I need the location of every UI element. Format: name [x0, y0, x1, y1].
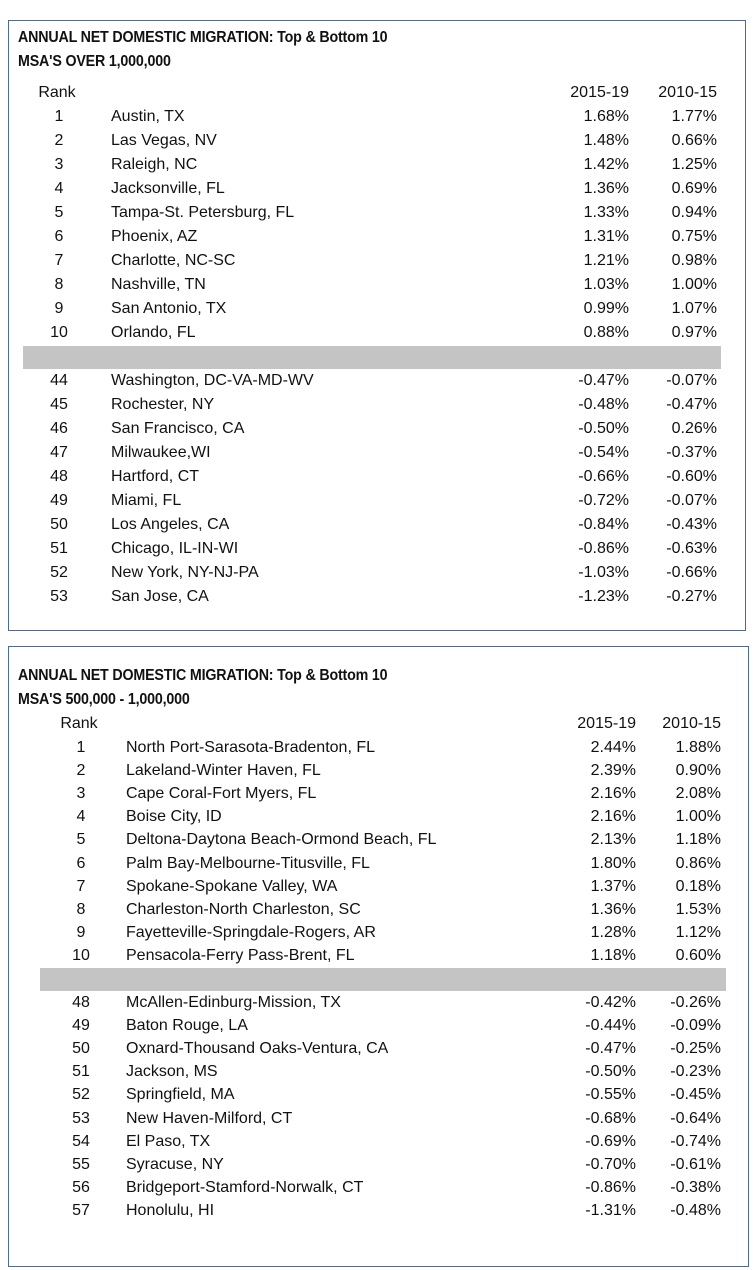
- msa-name-cell: El Paso, TX: [126, 1133, 211, 1150]
- rank-cell: 47: [50, 444, 68, 461]
- msa-name-cell: Boise City, ID: [126, 808, 222, 825]
- rank-header: Rank: [60, 715, 98, 732]
- value-2015-19-cell: 1.18%: [590, 947, 636, 964]
- value-2010-15-cell: -0.47%: [666, 396, 717, 413]
- value-2015-19-cell: 1.36%: [583, 180, 629, 197]
- value-2015-19-cell: -0.66%: [578, 468, 629, 485]
- value-2015-19-cell: -0.70%: [585, 1156, 636, 1173]
- value-2015-19-cell: -0.47%: [578, 372, 629, 389]
- value-2010-15-cell: 1.00%: [671, 276, 717, 293]
- value-2010-15-cell: -0.07%: [666, 492, 717, 509]
- rank-cell: 57: [72, 1202, 90, 1219]
- rank-cell: 50: [72, 1040, 90, 1057]
- value-2010-15-cell: 0.66%: [671, 132, 717, 149]
- rank-cell: 3: [54, 156, 64, 173]
- value-2015-19-cell: 1.42%: [583, 156, 629, 173]
- msa-name-cell: Pensacola-Ferry Pass-Brent, FL: [126, 947, 355, 964]
- value-2015-19-cell: 1.21%: [583, 252, 629, 269]
- value-2015-19-cell: 1.48%: [583, 132, 629, 149]
- section-divider: [23, 346, 721, 369]
- value-2015-19-cell: 2.16%: [590, 808, 636, 825]
- value-2010-15-cell: -0.61%: [670, 1156, 721, 1173]
- value-2010-15-cell: -0.66%: [666, 564, 717, 581]
- msa-name-cell: Charlotte, NC-SC: [111, 252, 236, 269]
- value-2015-19-cell: 1.33%: [583, 204, 629, 221]
- rank-cell: 49: [50, 492, 68, 509]
- value-2010-15-cell: -0.63%: [666, 540, 717, 557]
- msa-name-cell: McAllen-Edinburg-Mission, TX: [126, 994, 341, 1011]
- value-2015-19-cell: 1.68%: [583, 108, 629, 125]
- rank-cell: 46: [50, 420, 68, 437]
- value-2015-19-cell: -1.31%: [585, 1202, 636, 1219]
- value-2015-19-cell: -0.55%: [585, 1086, 636, 1103]
- value-2015-19-cell: -0.50%: [585, 1063, 636, 1080]
- value-2015-19-cell: 1.28%: [590, 924, 636, 941]
- value-2010-15-cell: -0.48%: [670, 1202, 721, 1219]
- value-2015-19-cell: 0.88%: [583, 324, 629, 341]
- value-2010-15-cell: -0.26%: [670, 994, 721, 1011]
- value-2015-19-cell: 2.44%: [590, 739, 636, 756]
- value-2010-15-cell: -0.09%: [670, 1017, 721, 1034]
- rank-cell: 56: [72, 1179, 90, 1196]
- rank-header: Rank: [38, 84, 76, 101]
- msa-name-cell: San Antonio, TX: [111, 300, 227, 317]
- rank-cell: 51: [50, 540, 68, 557]
- rank-cell: 7: [76, 878, 86, 895]
- rank-cell: 7: [54, 252, 64, 269]
- rank-cell: 2: [54, 132, 64, 149]
- msa-name-cell: Jackson, MS: [126, 1063, 218, 1080]
- msa-name-cell: Las Vegas, NV: [111, 132, 217, 149]
- rank-cell: 1: [76, 739, 86, 756]
- col-header-2015-19: 2015-19: [570, 84, 629, 101]
- msa-name-cell: Lakeland-Winter Haven, FL: [126, 762, 321, 779]
- value-2015-19-cell: -0.69%: [585, 1133, 636, 1150]
- value-2010-15-cell: 1.88%: [675, 739, 721, 756]
- msa-name-cell: North Port-Sarasota-Bradenton, FL: [126, 739, 376, 756]
- value-2015-19-cell: -0.42%: [585, 994, 636, 1011]
- value-2010-15-cell: -0.64%: [670, 1110, 721, 1127]
- value-2010-15-cell: -0.07%: [666, 372, 717, 389]
- value-2010-15-cell: -0.43%: [666, 516, 717, 533]
- table-panel-large-msa: [8, 20, 746, 631]
- table-subtitle: MSA'S OVER 1,000,000: [18, 53, 171, 70]
- value-2015-19-cell: 1.80%: [590, 855, 636, 872]
- msa-name-cell: San Jose, CA: [111, 588, 209, 605]
- msa-name-cell: Fayetteville-Springdale-Rogers, AR: [126, 924, 376, 941]
- msa-name-cell: Hartford, CT: [111, 468, 200, 485]
- msa-name-cell: Orlando, FL: [111, 324, 196, 341]
- value-2015-19-cell: -0.44%: [585, 1017, 636, 1034]
- value-2015-19-cell: -0.84%: [578, 516, 629, 533]
- msa-name-cell: Baton Rouge, LA: [126, 1017, 248, 1034]
- rank-cell: 1: [54, 108, 64, 125]
- rank-cell: 2: [76, 762, 86, 779]
- rank-cell: 51: [72, 1063, 90, 1080]
- msa-name-cell: Deltona-Daytona Beach-Ormond Beach, FL: [126, 831, 437, 848]
- value-2010-15-cell: -0.27%: [666, 588, 717, 605]
- value-2010-15-cell: 1.77%: [671, 108, 717, 125]
- msa-name-cell: Tampa-St. Petersburg, FL: [111, 204, 295, 221]
- msa-name-cell: Phoenix, AZ: [111, 228, 198, 245]
- msa-name-cell: Raleigh, NC: [111, 156, 198, 173]
- value-2015-19-cell: 1.31%: [583, 228, 629, 245]
- value-2010-15-cell: 0.98%: [671, 252, 717, 269]
- value-2015-19-cell: 2.39%: [590, 762, 636, 779]
- rank-cell: 9: [76, 924, 86, 941]
- value-2010-15-cell: 0.18%: [675, 878, 721, 895]
- rank-cell: 44: [50, 372, 68, 389]
- msa-name-cell: Rochester, NY: [111, 396, 215, 413]
- msa-name-cell: New York, NY-NJ-PA: [111, 564, 259, 581]
- col-header-2010-15: 2010-15: [658, 84, 717, 101]
- value-2015-19-cell: -0.86%: [585, 1179, 636, 1196]
- value-2010-15-cell: 0.94%: [671, 204, 717, 221]
- msa-name-cell: Washington, DC-VA-MD-WV: [111, 372, 314, 389]
- msa-name-cell: Bridgeport-Stamford-Norwalk, CT: [126, 1179, 364, 1196]
- value-2015-19-cell: 2.16%: [590, 785, 636, 802]
- col-header-2015-19: 2015-19: [577, 715, 636, 732]
- msa-name-cell: New Haven-Milford, CT: [126, 1110, 293, 1127]
- value-2010-15-cell: 1.18%: [675, 831, 721, 848]
- value-2010-15-cell: -0.23%: [670, 1063, 721, 1080]
- value-2010-15-cell: 0.90%: [675, 762, 721, 779]
- value-2015-19-cell: 1.36%: [590, 901, 636, 918]
- value-2015-19-cell: -1.03%: [578, 564, 629, 581]
- value-2010-15-cell: 1.00%: [675, 808, 721, 825]
- rank-cell: 8: [54, 276, 64, 293]
- value-2015-19-cell: -0.50%: [578, 420, 629, 437]
- value-2015-19-cell: -0.48%: [578, 396, 629, 413]
- value-2010-15-cell: -0.60%: [666, 468, 717, 485]
- rank-cell: 52: [72, 1086, 90, 1103]
- msa-name-cell: Austin, TX: [111, 108, 185, 125]
- msa-name-cell: Nashville, TN: [111, 276, 206, 293]
- msa-name-cell: Spokane-Spokane Valley, WA: [126, 878, 338, 895]
- msa-name-cell: Los Angeles, CA: [111, 516, 230, 533]
- section-divider: [40, 968, 726, 991]
- value-2015-19-cell: -0.54%: [578, 444, 629, 461]
- rank-cell: 45: [50, 396, 68, 413]
- msa-name-cell: Chicago, IL-IN-WI: [111, 540, 239, 557]
- rank-cell: 5: [76, 831, 86, 848]
- value-2010-15-cell: 0.97%: [671, 324, 717, 341]
- value-2015-19-cell: 0.99%: [583, 300, 629, 317]
- rank-cell: 55: [72, 1156, 90, 1173]
- rank-cell: 10: [50, 324, 68, 341]
- rank-cell: 52: [50, 564, 68, 581]
- value-2015-19-cell: -0.72%: [578, 492, 629, 509]
- rank-cell: 48: [72, 994, 90, 1011]
- value-2010-15-cell: -0.45%: [670, 1086, 721, 1103]
- msa-name-cell: Palm Bay-Melbourne-Titusville, FL: [126, 855, 370, 872]
- value-2010-15-cell: 0.86%: [675, 855, 721, 872]
- value-2010-15-cell: -0.25%: [670, 1040, 721, 1057]
- msa-name-cell: Miami, FL: [111, 492, 182, 509]
- rank-cell: 49: [72, 1017, 90, 1034]
- value-2010-15-cell: 0.69%: [671, 180, 717, 197]
- value-2010-15-cell: 1.25%: [671, 156, 717, 173]
- value-2010-15-cell: -0.74%: [670, 1133, 721, 1150]
- msa-name-cell: Springfield, MA: [126, 1086, 235, 1103]
- msa-name-cell: Honolulu, HI: [126, 1202, 215, 1219]
- value-2015-19-cell: -0.47%: [585, 1040, 636, 1057]
- value-2015-19-cell: -1.23%: [578, 588, 629, 605]
- value-2010-15-cell: 0.60%: [675, 947, 721, 964]
- rank-cell: 6: [76, 855, 86, 872]
- msa-name-cell: Syracuse, NY: [126, 1156, 224, 1173]
- value-2010-15-cell: 0.26%: [671, 420, 717, 437]
- rank-cell: 6: [54, 228, 64, 245]
- value-2010-15-cell: -0.37%: [666, 444, 717, 461]
- table-subtitle: MSA'S 500,000 - 1,000,000: [18, 691, 190, 708]
- msa-name-cell: Milwaukee,WI: [111, 444, 211, 461]
- msa-name-cell: Jacksonville, FL: [111, 180, 225, 197]
- value-2010-15-cell: 1.07%: [671, 300, 717, 317]
- msa-name-cell: San Francisco, CA: [111, 420, 245, 437]
- table-title: ANNUAL NET DOMESTIC MIGRATION: Top & Bottom 10: [18, 29, 388, 46]
- value-2010-15-cell: 0.75%: [671, 228, 717, 245]
- rank-cell: 9: [54, 300, 64, 317]
- rank-cell: 53: [72, 1110, 90, 1127]
- value-2015-19-cell: 2.13%: [590, 831, 636, 848]
- rank-cell: 50: [50, 516, 68, 533]
- value-2015-19-cell: -0.68%: [585, 1110, 636, 1127]
- msa-name-cell: Oxnard-Thousand Oaks-Ventura, CA: [126, 1040, 389, 1057]
- msa-name-cell: Charleston-North Charleston, SC: [126, 901, 361, 918]
- value-2015-19-cell: 1.03%: [583, 276, 629, 293]
- rank-cell: 3: [76, 785, 86, 802]
- col-header-2010-15: 2010-15: [662, 715, 721, 732]
- value-2010-15-cell: -0.38%: [670, 1179, 721, 1196]
- value-2015-19-cell: 1.37%: [590, 878, 636, 895]
- table-panel-mid-msa: [8, 646, 749, 1267]
- value-2010-15-cell: 1.53%: [675, 901, 721, 918]
- rank-cell: 5: [54, 204, 64, 221]
- rank-cell: 48: [50, 468, 68, 485]
- rank-cell: 4: [54, 180, 64, 197]
- value-2015-19-cell: -0.86%: [578, 540, 629, 557]
- rank-cell: 8: [76, 901, 86, 918]
- rank-cell: 10: [72, 947, 90, 964]
- table-title: ANNUAL NET DOMESTIC MIGRATION: Top & Bottom 10: [18, 667, 388, 684]
- value-2010-15-cell: 2.08%: [675, 785, 721, 802]
- value-2010-15-cell: 1.12%: [675, 924, 721, 941]
- rank-cell: 4: [76, 808, 86, 825]
- rank-cell: 53: [50, 588, 68, 605]
- rank-cell: 54: [72, 1133, 90, 1150]
- msa-name-cell: Cape Coral-Fort Myers, FL: [126, 785, 317, 802]
